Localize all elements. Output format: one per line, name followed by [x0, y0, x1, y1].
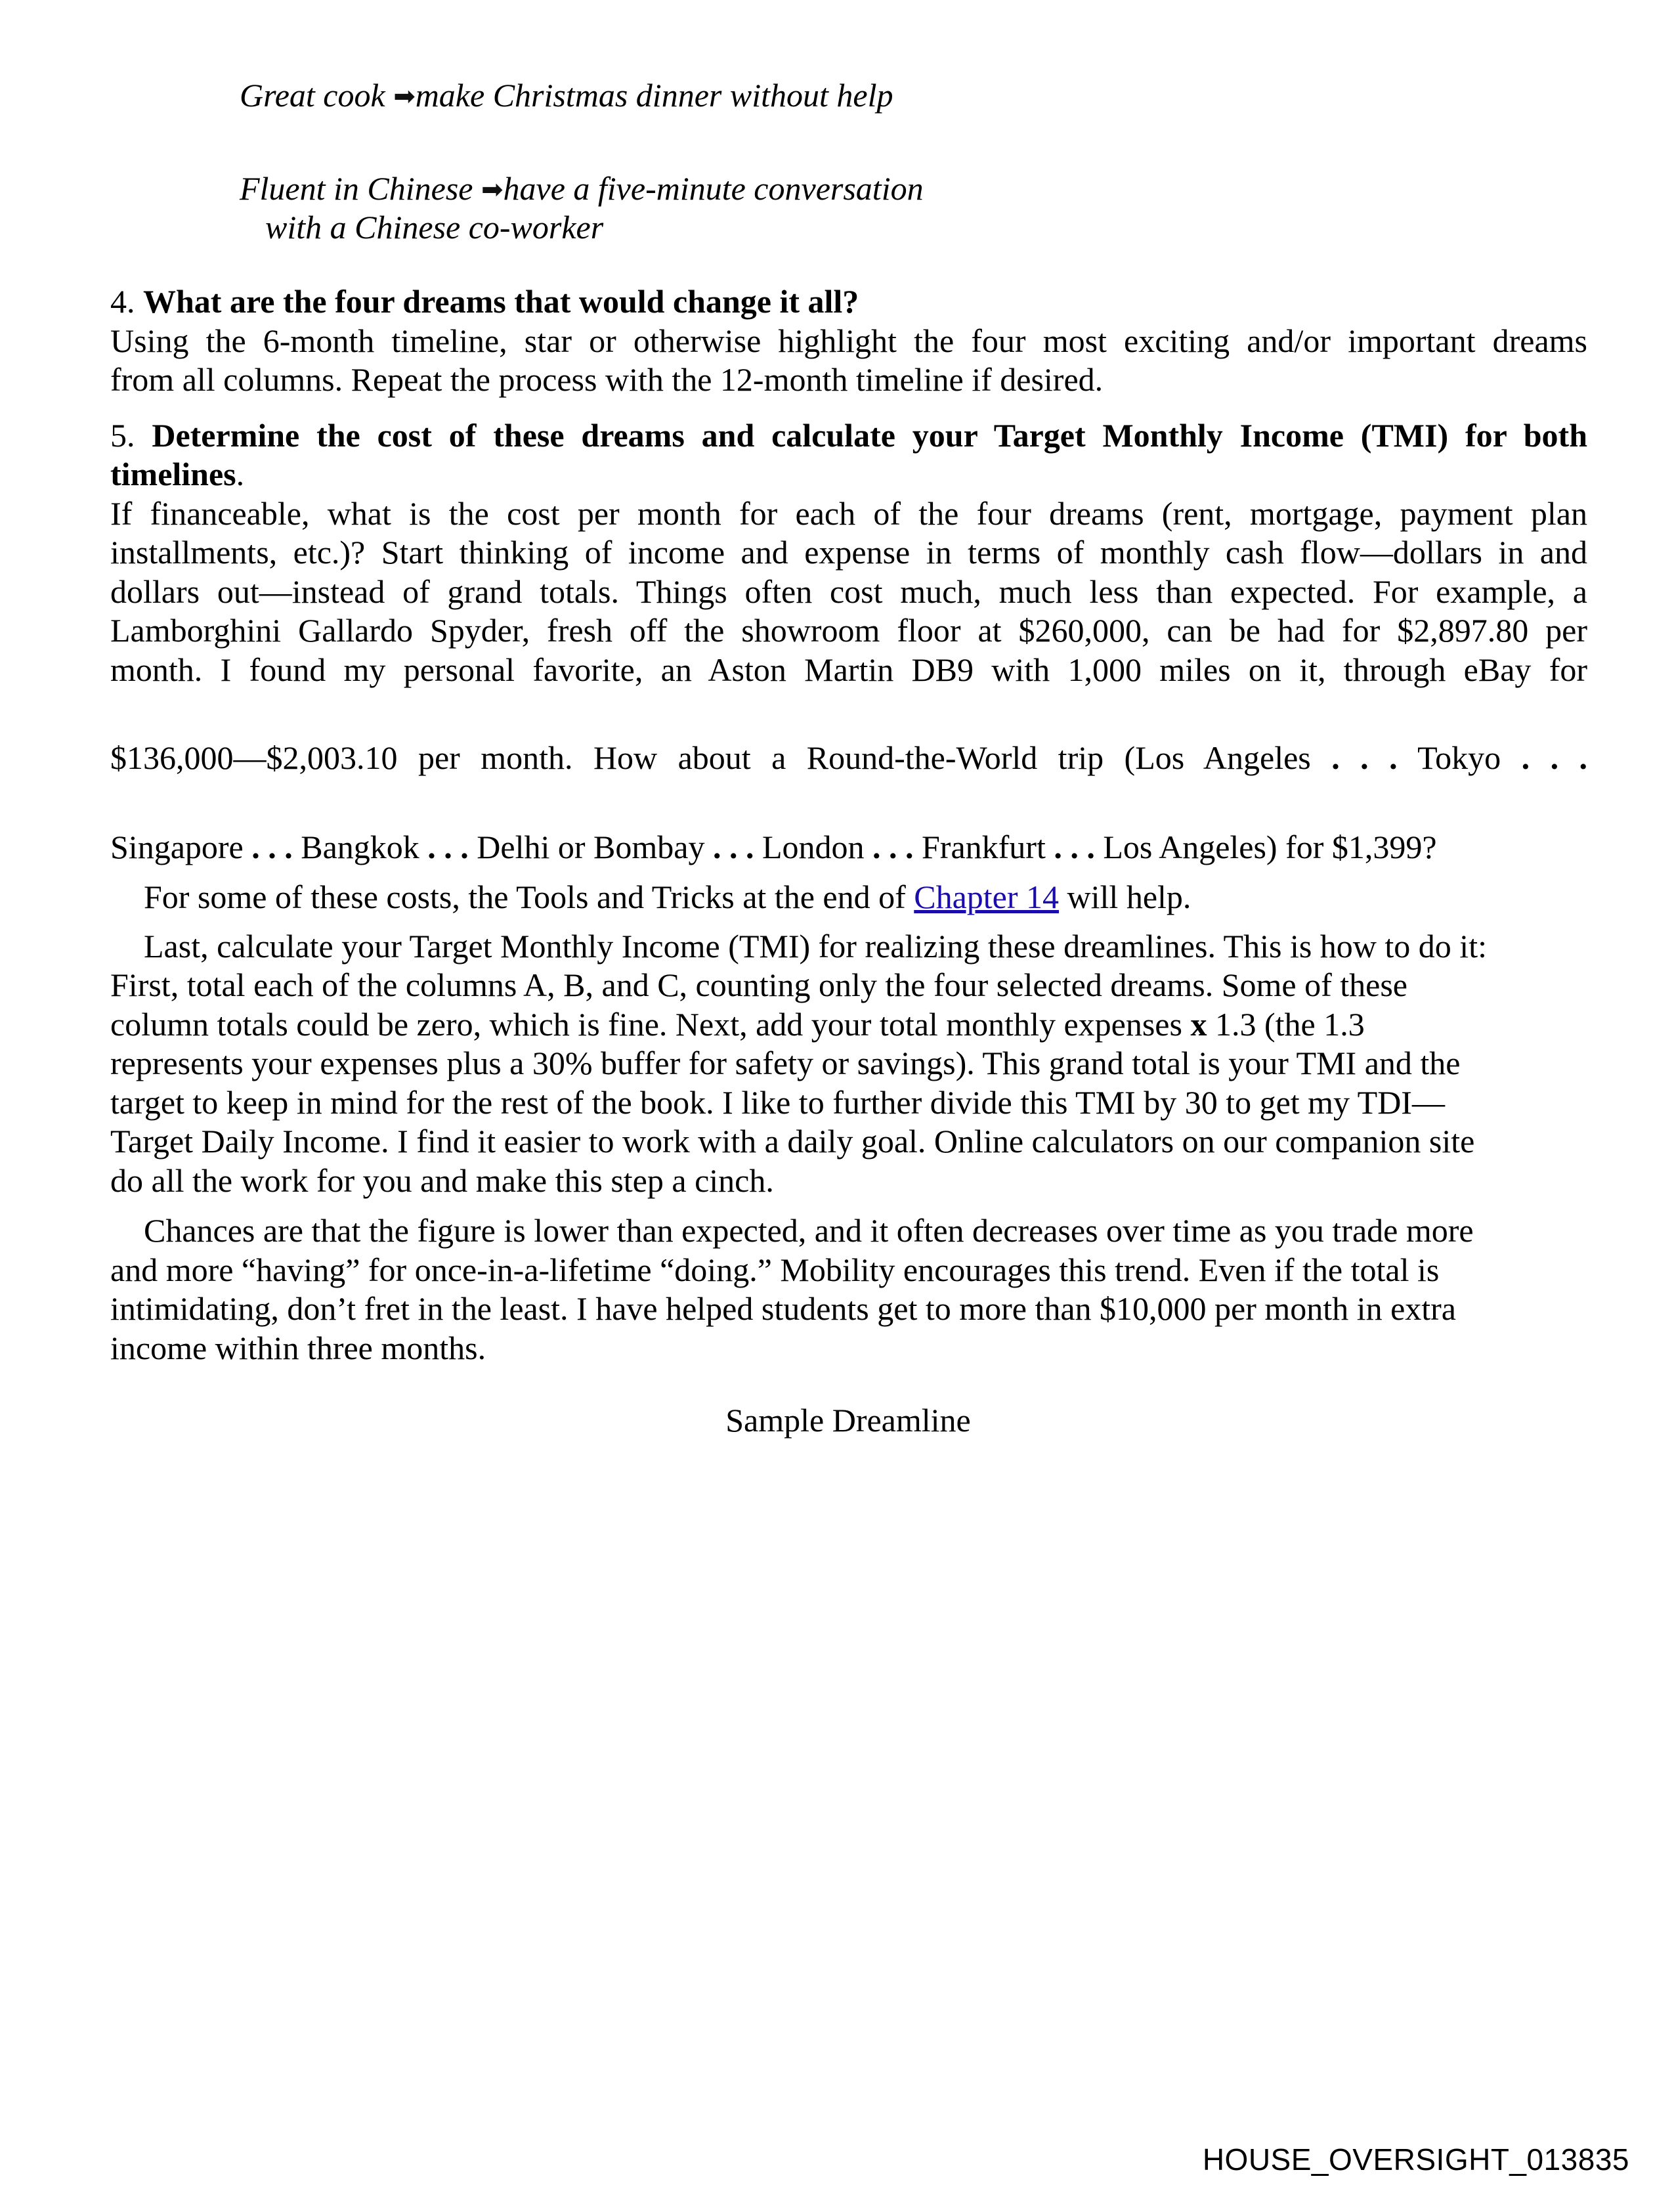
- text-run: Determine the cost of these dreams and calculate your Target Monthly Income (TMI) for both: [152, 417, 1588, 454]
- text-run: Lamborghini Gallardo Spyder, fresh off the showroom floor at $260,000, can be had for $2,897.80 per: [110, 612, 1587, 649]
- text-line: [240, 169, 1587, 209]
- text-run: installments, etc.)? Start thinking of income and expense in terms of monthly cash flow—dollars in and: [110, 534, 1587, 571]
- text-run: column totals could be zero, which is fine. Next, add your total monthly expenses: [110, 1006, 1191, 1043]
- text-line: [110, 1289, 1587, 1328]
- text-run: .: [236, 456, 245, 492]
- text-line: [110, 282, 1587, 321]
- text-line: [110, 572, 1587, 611]
- text-line: [110, 1083, 1587, 1122]
- text-line: [110, 1043, 1587, 1083]
- text-run: 1.3 (the 1.3: [1207, 1006, 1365, 1043]
- text-run: Sample Dreamline: [725, 1402, 971, 1439]
- text-run: Great cook: [240, 77, 394, 114]
- text-run: . . .: [1521, 739, 1588, 776]
- text-run: intimidating, don’t fret in the least. I have helped students get to more than $10,000 per month in extra: [110, 1290, 1456, 1327]
- text-line: [110, 360, 1587, 399]
- text-run: If financeable, what is the cost per month for each of the four dreams (rent, mortgage, payment plan: [110, 495, 1587, 532]
- text-run: with a Chinese co-worker: [265, 209, 604, 246]
- arrow-icon: ➡: [481, 175, 504, 205]
- text-run: Frankfurt: [913, 829, 1054, 865]
- text-run: 5.: [110, 417, 152, 454]
- text-run: Tokyo: [1397, 739, 1522, 776]
- text-line: [110, 965, 1587, 1005]
- text-run: Target Daily Income. I find it easier to work with a daily goal. Online calculators on our companion site: [110, 1123, 1475, 1160]
- text-run: . . .: [712, 829, 754, 865]
- text-run: . . .: [872, 829, 914, 865]
- text-line: [110, 532, 1587, 572]
- text-line: [110, 454, 1587, 494]
- text-run: London: [754, 829, 872, 865]
- text-line: [144, 877, 1587, 917]
- text-line: [144, 926, 1587, 966]
- text-run: Delhi or Bombay: [468, 829, 713, 865]
- text-line: [110, 827, 1587, 867]
- text-line: [110, 1250, 1587, 1290]
- text-run: For some of these costs, the Tools and Tricks at the end of: [144, 878, 914, 915]
- text-line: [110, 1005, 1587, 1044]
- chapter-link[interactable]: Chapter 14: [914, 878, 1060, 915]
- text-run: Fluent in Chinese: [240, 170, 481, 207]
- text-run: will help.: [1059, 878, 1191, 915]
- text-run: What are the four dreams that would change it all?: [143, 283, 859, 320]
- text-run: make Christmas dinner without help: [415, 77, 893, 114]
- text-line: [240, 76, 1587, 116]
- text-run: do all the work for you and make this step a cinch.: [110, 1162, 774, 1199]
- text-run: dollars out—instead of grand totals. Things often cost much, much less than expected. For example, a: [110, 573, 1587, 610]
- text-run: income within three months.: [110, 1330, 486, 1366]
- text-run: Singapore: [110, 829, 252, 865]
- text-run: . . .: [1054, 829, 1095, 865]
- text-run: . . .: [427, 829, 469, 865]
- text-run: 4.: [110, 283, 143, 320]
- figure-caption: [0, 1400, 1674, 1440]
- text-line: [110, 494, 1587, 533]
- text-run: Using the 6-month timeline, star or otherwise highlight the four most exciting and/or important dreams: [110, 322, 1587, 359]
- text-run: from all columns. Repeat the process with the 12-month timeline if desired.: [110, 361, 1104, 398]
- text-run: Los Angeles) for $1,399?: [1094, 829, 1437, 865]
- text-run: Last, calculate your Target Monthly Income (TMI) for realizing these dreamlines. This is how to do it:: [144, 928, 1487, 965]
- text-run: have a five-minute conversation: [503, 170, 924, 207]
- text-line: [110, 416, 1587, 455]
- text-line: [110, 1328, 1587, 1368]
- text-run: timelines: [110, 456, 236, 492]
- text-run: and more “having” for once-in-a-lifetime “doing.” Mobility encourages this trend. Even if the total is: [110, 1251, 1440, 1288]
- text-line: [110, 1161, 1587, 1200]
- text-line: [110, 738, 1587, 777]
- text-line: [110, 321, 1587, 360]
- text-run: x: [1190, 1006, 1207, 1043]
- text-line: [110, 1121, 1587, 1161]
- text-run: First, total each of the columns A, B, and C, counting only the four selected dreams. Some of these: [110, 966, 1407, 1003]
- text-line: [265, 207, 1587, 247]
- arrow-icon: ➡: [393, 81, 416, 112]
- text-line: [110, 650, 1587, 689]
- text-run: $136,000—$2,003.10 per month. How about a Round-the-World trip (Los Angeles: [110, 739, 1332, 776]
- text-run: Chances are that the figure is lower than expected, and it often decreases over time as you trade more: [144, 1212, 1474, 1249]
- text-line: [110, 611, 1587, 650]
- text-run: target to keep in mind for the rest of the book. I like to further divide this TMI by 30 to get my TDI—: [110, 1084, 1445, 1121]
- text-run: Bangkok: [292, 829, 428, 865]
- text-line: [144, 1211, 1587, 1250]
- text-run: . . .: [1331, 739, 1398, 776]
- text-run: represents your expenses plus a 30% buffer for safety or savings). This grand total is your TMI and the: [110, 1045, 1461, 1081]
- text-run: . . .: [251, 829, 293, 865]
- bates-stamp: HOUSE_OVERSIGHT_013835: [1202, 2142, 1629, 2177]
- text-run: month. I found my personal favorite, an Aston Martin DB9 with 1,000 miles on it, through eBay for: [110, 651, 1587, 688]
